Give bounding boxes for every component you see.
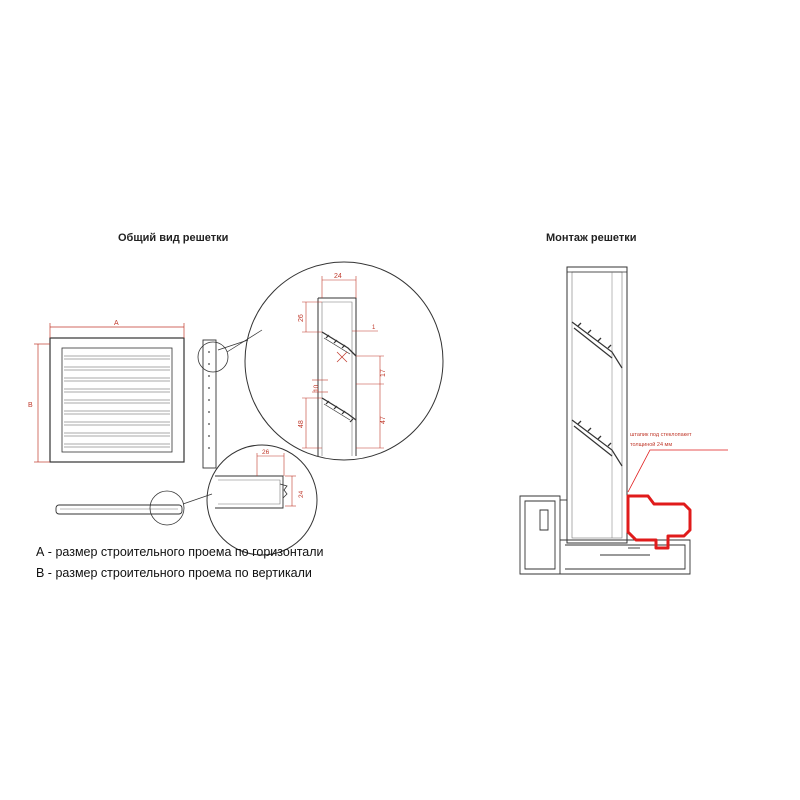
dimension-17: 17 <box>380 369 387 377</box>
dimension-24-lower: 24 <box>298 490 305 498</box>
dimension-10: 10 <box>313 384 320 392</box>
dimension-1: 1 <box>372 325 376 331</box>
grille-louvers <box>64 356 170 447</box>
installation-title: Монтаж решетки <box>546 232 637 244</box>
dimension-b-label: B <box>28 402 33 409</box>
lower-detail-circle <box>207 445 317 555</box>
installation-drawing <box>520 267 728 574</box>
grille-front-view <box>28 320 184 462</box>
dimension-b <box>34 344 50 462</box>
glazing-bead-note-line2: толщиной 24 мм <box>630 442 673 448</box>
profile-dots <box>208 351 210 449</box>
legend-a: А - размер строительного проема по горизонтали <box>36 545 324 559</box>
general-view-title: Общий вид решетки <box>118 232 229 244</box>
large-detail-circle <box>218 262 443 460</box>
dimension-a-label: A <box>114 320 119 327</box>
dimension-48: 48 <box>298 420 305 428</box>
dimension-26: 26 <box>298 314 305 322</box>
installed-louvers <box>572 322 622 466</box>
dimension-47: 47 <box>380 416 387 424</box>
glazing-bead-note-line1: штапик под стеклопакет <box>630 432 692 438</box>
dimension-26-lower: 26 <box>262 449 270 456</box>
grille-plan-view <box>56 491 212 525</box>
detail-marker-circle-2 <box>150 491 184 525</box>
detail-marker-circle <box>198 342 228 372</box>
window-frame-profile <box>520 496 690 574</box>
dimension-24-top: 24 <box>334 273 342 280</box>
legend-b: В - размер строительного проема по вертикали <box>36 566 312 580</box>
